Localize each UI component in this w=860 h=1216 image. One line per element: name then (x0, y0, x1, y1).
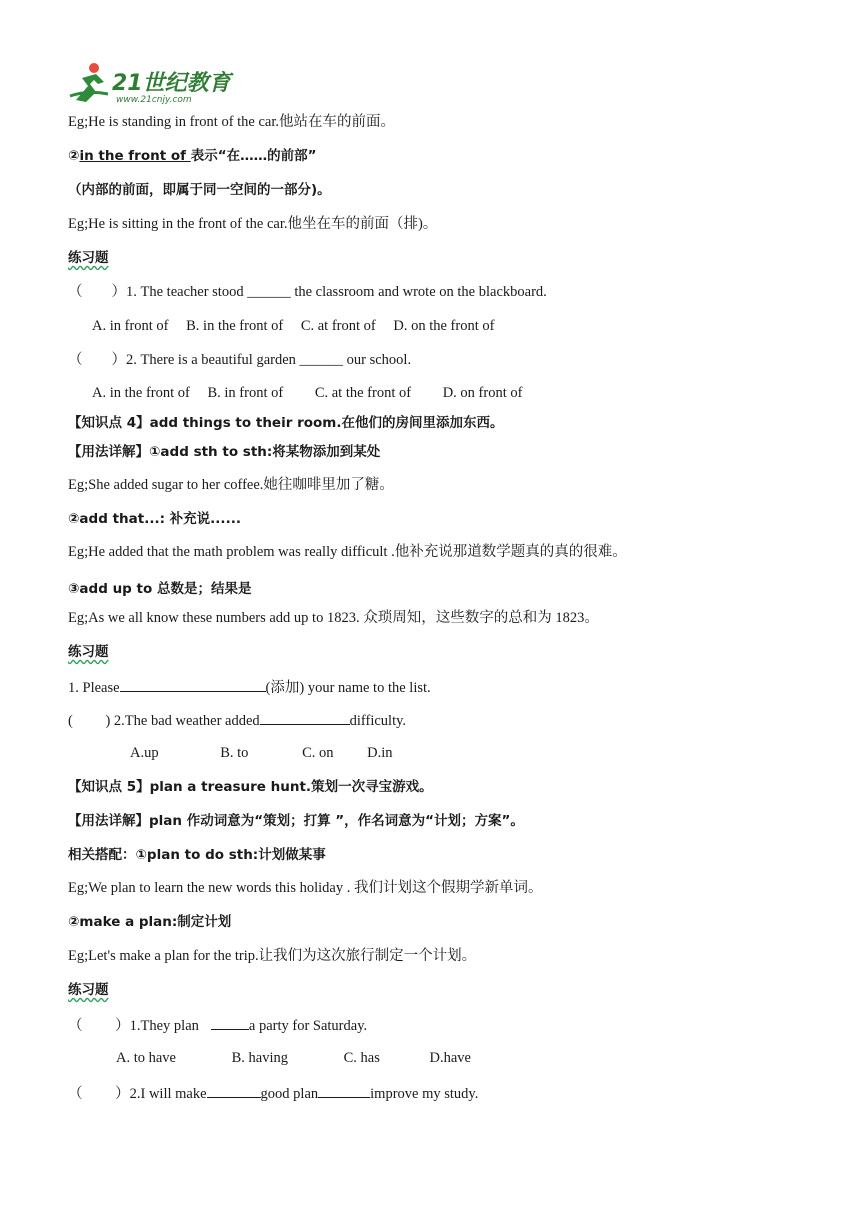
question-1-options (92, 317, 494, 335)
option-b: B. having (231, 1050, 289, 1066)
example-line: Eg;Let's make a plan for the trip.让我们为这次旅行制定一个计划。 (68, 948, 477, 964)
usage-detail: 【用法详解】plan 作动词意为“策划；打算 ”，作名词意为“计划；方案”。 (68, 813, 524, 829)
prompt-mid: good plan (260, 1086, 319, 1102)
point-heading: ③add up to 总数是；结果是 (68, 581, 252, 597)
prompt: 1. Please (68, 680, 120, 696)
usage-detail: 【用法详解】①add sth to sth:将某物添加到某处 (68, 444, 381, 460)
option-a: A. to have (116, 1050, 176, 1066)
exercise-heading-text: 练习题 (68, 250, 109, 266)
exercise-heading (68, 249, 109, 267)
runner-icon (70, 63, 108, 102)
exercise-heading-text: 练习题 (68, 982, 109, 998)
prompt-end: a party for Saturday. (248, 1018, 368, 1034)
answer-blank[interactable] (260, 710, 350, 725)
question-1: （ ）1. The teacher stood ______ the classroom and wrote on the blackboard. (68, 284, 547, 300)
option-d: D. on front of (442, 385, 523, 401)
option-d: D.in (367, 745, 393, 761)
prompt: ( ) 2.The bad weather added (68, 713, 260, 729)
prompt: （ ）1.They plan (68, 1018, 199, 1034)
option-c: C. on (302, 745, 334, 761)
example-line: Eg;She added sugar to her coffee.她往咖啡里加了糖。 (68, 477, 394, 493)
answer-blank-2[interactable] (318, 1083, 370, 1098)
site-logo (68, 60, 238, 106)
logo-main-text: 21世纪教育 (112, 71, 231, 96)
question-p2 (68, 710, 406, 730)
fill-blank-1 (68, 677, 431, 697)
option-c: C. at front of (300, 318, 376, 334)
option-d: D.have (429, 1050, 471, 1066)
option-c: C. at the front of (314, 385, 412, 401)
option-a: A. in the front of (92, 385, 190, 401)
prompt-end: difficulty. (349, 713, 407, 729)
example-line: Eg;He is standing in front of the car.他站在车的前面。 (68, 114, 396, 130)
option-c: C. has (343, 1050, 380, 1066)
logo-sub-text: www.21cnjy.com (116, 95, 192, 105)
option-a: A.up (130, 745, 159, 761)
phrase: in the front of (79, 148, 191, 164)
knowledge-point-4: 【知识点 4】add things to their room.在他们的房间里添加东西。 (68, 415, 504, 431)
example-line: Eg;He added that the math problem was really difficult .他补充说那道数学题真的真的很难。 (68, 544, 627, 560)
answer-blank[interactable] (211, 1015, 249, 1030)
question-r1-options (116, 1049, 471, 1067)
point-heading: ②make a plan:制定计划 (68, 914, 232, 930)
meaning: 表示“在……的前部” (190, 148, 317, 164)
answer-blank-1[interactable] (207, 1083, 261, 1098)
exercise-heading (68, 981, 109, 999)
question-p2-options (130, 744, 392, 762)
question-r1 (68, 1015, 367, 1035)
point-note: （内部的前面，即属于同一空间的一部分)。 (68, 182, 331, 198)
example-line: Eg;We plan to learn the new words this holiday . 我们计划这个假期学新单词。 (68, 880, 543, 896)
exercise-heading-text: 练习题 (68, 644, 109, 660)
exercise-heading (68, 643, 109, 661)
point-heading: ②add that...: 补充说...... (68, 511, 241, 527)
option-a: A. in front of (92, 318, 169, 334)
circled-number: ② (68, 148, 80, 164)
related-collocation: 相关搭配：①plan to do sth:计划做某事 (68, 847, 326, 863)
point-heading (68, 147, 316, 165)
prompt-end: improve my study. (370, 1086, 479, 1102)
option-b: B. in front of (207, 385, 284, 401)
example-line: Eg;As we all know these numbers add up to 1823. 众琐周知，这些数字的总和为 1823。 (68, 610, 599, 626)
question-2: （ ）2. There is a beautiful garden ______ our school. (68, 352, 412, 368)
knowledge-point-5: 【知识点 5】plan a treasure hunt.策划一次寻宝游戏。 (68, 779, 433, 795)
example-line: Eg;He is sitting in the front of the car.他坐在车的前面（排)。 (68, 216, 438, 232)
question-r2 (68, 1083, 478, 1103)
question-2-options (92, 384, 522, 402)
answer-blank[interactable] (120, 677, 266, 692)
prompt-end: (添加) your name to the list. (265, 680, 431, 696)
option-b: B. to (220, 745, 249, 761)
option-b: B. in the front of (186, 318, 284, 334)
option-d: D. on the front of (393, 318, 495, 334)
prompt: （ ）2.I will make (68, 1086, 207, 1102)
